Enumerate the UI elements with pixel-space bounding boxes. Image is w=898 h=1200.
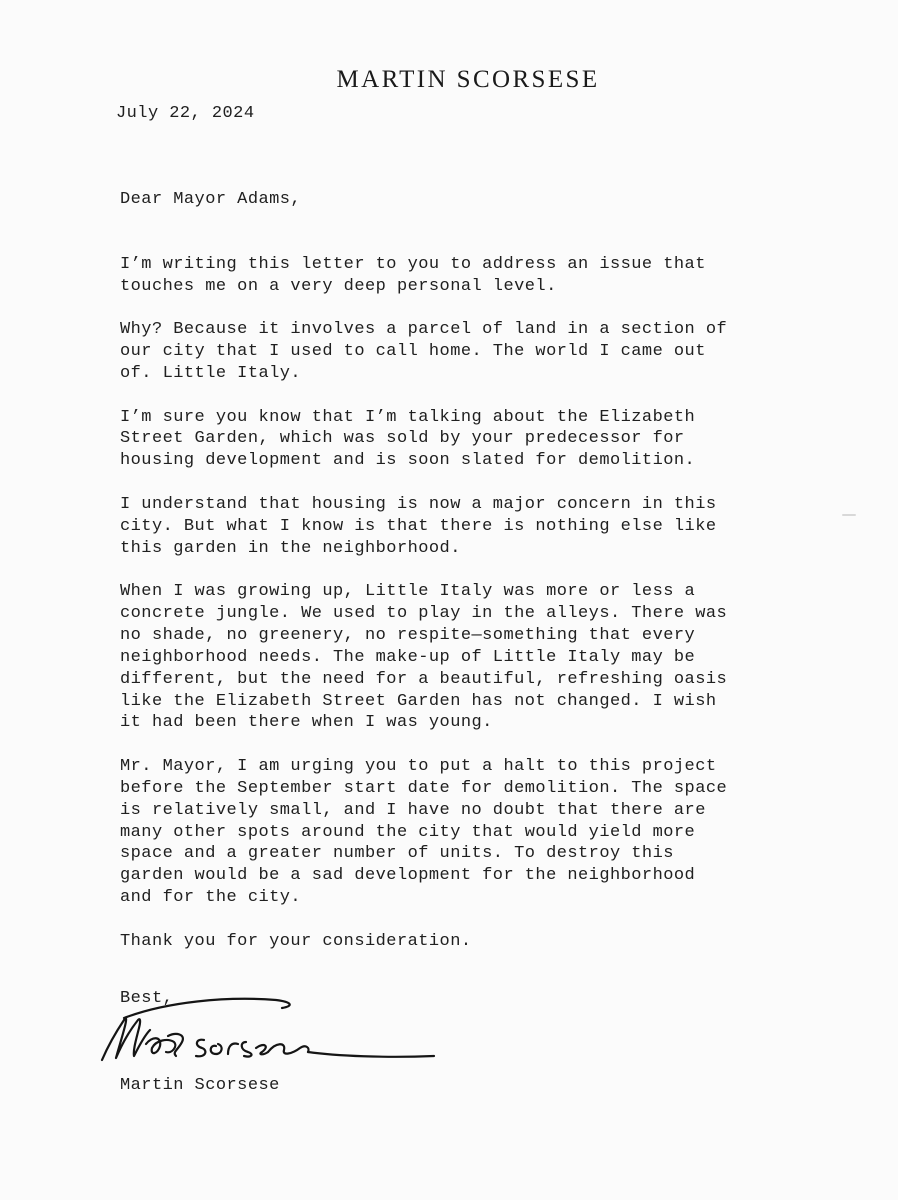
body-line: city. But what I know is that there is nothing else like xyxy=(120,516,717,536)
body-line: I understand that housing is now a major concern in this xyxy=(120,494,717,514)
body-line: Why? Because it involves a parcel of land in a section of xyxy=(120,320,728,340)
body-line: Thank you for your consideration. xyxy=(120,931,472,951)
body-line: different, but the need for a beautiful, refreshing oasis xyxy=(120,669,728,689)
paragraph-6 xyxy=(120,756,800,909)
closing: Best, xyxy=(120,989,174,1008)
handwritten-signature xyxy=(96,996,446,1076)
body-line: touches me on a very deep personal level. xyxy=(120,276,557,296)
body-line: no shade, no greenery, no respite—something that every xyxy=(120,625,696,645)
letterhead-name: MARTIN SCORSESE xyxy=(336,66,600,93)
body-line: before the September start date for demolition. The space xyxy=(120,778,728,798)
body-line: many other spots around the city that would yield more xyxy=(120,822,696,842)
body-line: I’m sure you know that I’m talking about the Elizabeth xyxy=(120,407,696,427)
paragraph-3 xyxy=(120,407,800,473)
body-line: of. Little Italy. xyxy=(120,364,302,384)
paragraph-2 xyxy=(120,319,800,385)
salutation: Dear Mayor Adams, xyxy=(120,190,302,209)
body-line: garden would be a sad development for the neighborhood xyxy=(120,866,696,886)
paragraph-7 xyxy=(120,931,800,953)
paragraph-5 xyxy=(120,581,800,734)
body-line: When I was growing up, Little Italy was more or less a xyxy=(120,581,696,601)
signer-name: Martin Scorsese xyxy=(120,1076,280,1095)
body-line: I’m writing this letter to you to address an issue that xyxy=(120,255,706,274)
body-line: this garden in the neighborhood. xyxy=(120,538,461,558)
body-line: Street Garden, which was sold by your predecessor for xyxy=(120,429,685,449)
body-line: and for the city. xyxy=(120,888,302,908)
body-line: housing development and is soon slated for demolition. xyxy=(120,451,696,471)
body-line: is relatively small, and I have no doubt that there are xyxy=(120,800,706,820)
body-line: concrete jungle. We used to play in the alleys. There was xyxy=(120,603,728,623)
paragraph-1 xyxy=(120,254,800,298)
body-line: like the Elizabeth Street Garden has not changed. I wish xyxy=(120,691,717,711)
body-line: neighborhood needs. The make-up of Little Italy may be xyxy=(120,647,696,667)
body-line: it had been there when I was young. xyxy=(120,713,493,733)
letter-date: July 22, 2024 xyxy=(116,104,255,123)
scan-speck xyxy=(842,514,856,516)
body-line: space and a greater number of units. To destroy this xyxy=(120,844,674,864)
body-line: Mr. Mayor, I am urging you to put a halt to this project xyxy=(120,756,717,776)
body-line: our city that I used to call home. The world I came out xyxy=(120,342,706,362)
paragraph-4 xyxy=(120,494,800,560)
letter-body xyxy=(120,254,800,974)
